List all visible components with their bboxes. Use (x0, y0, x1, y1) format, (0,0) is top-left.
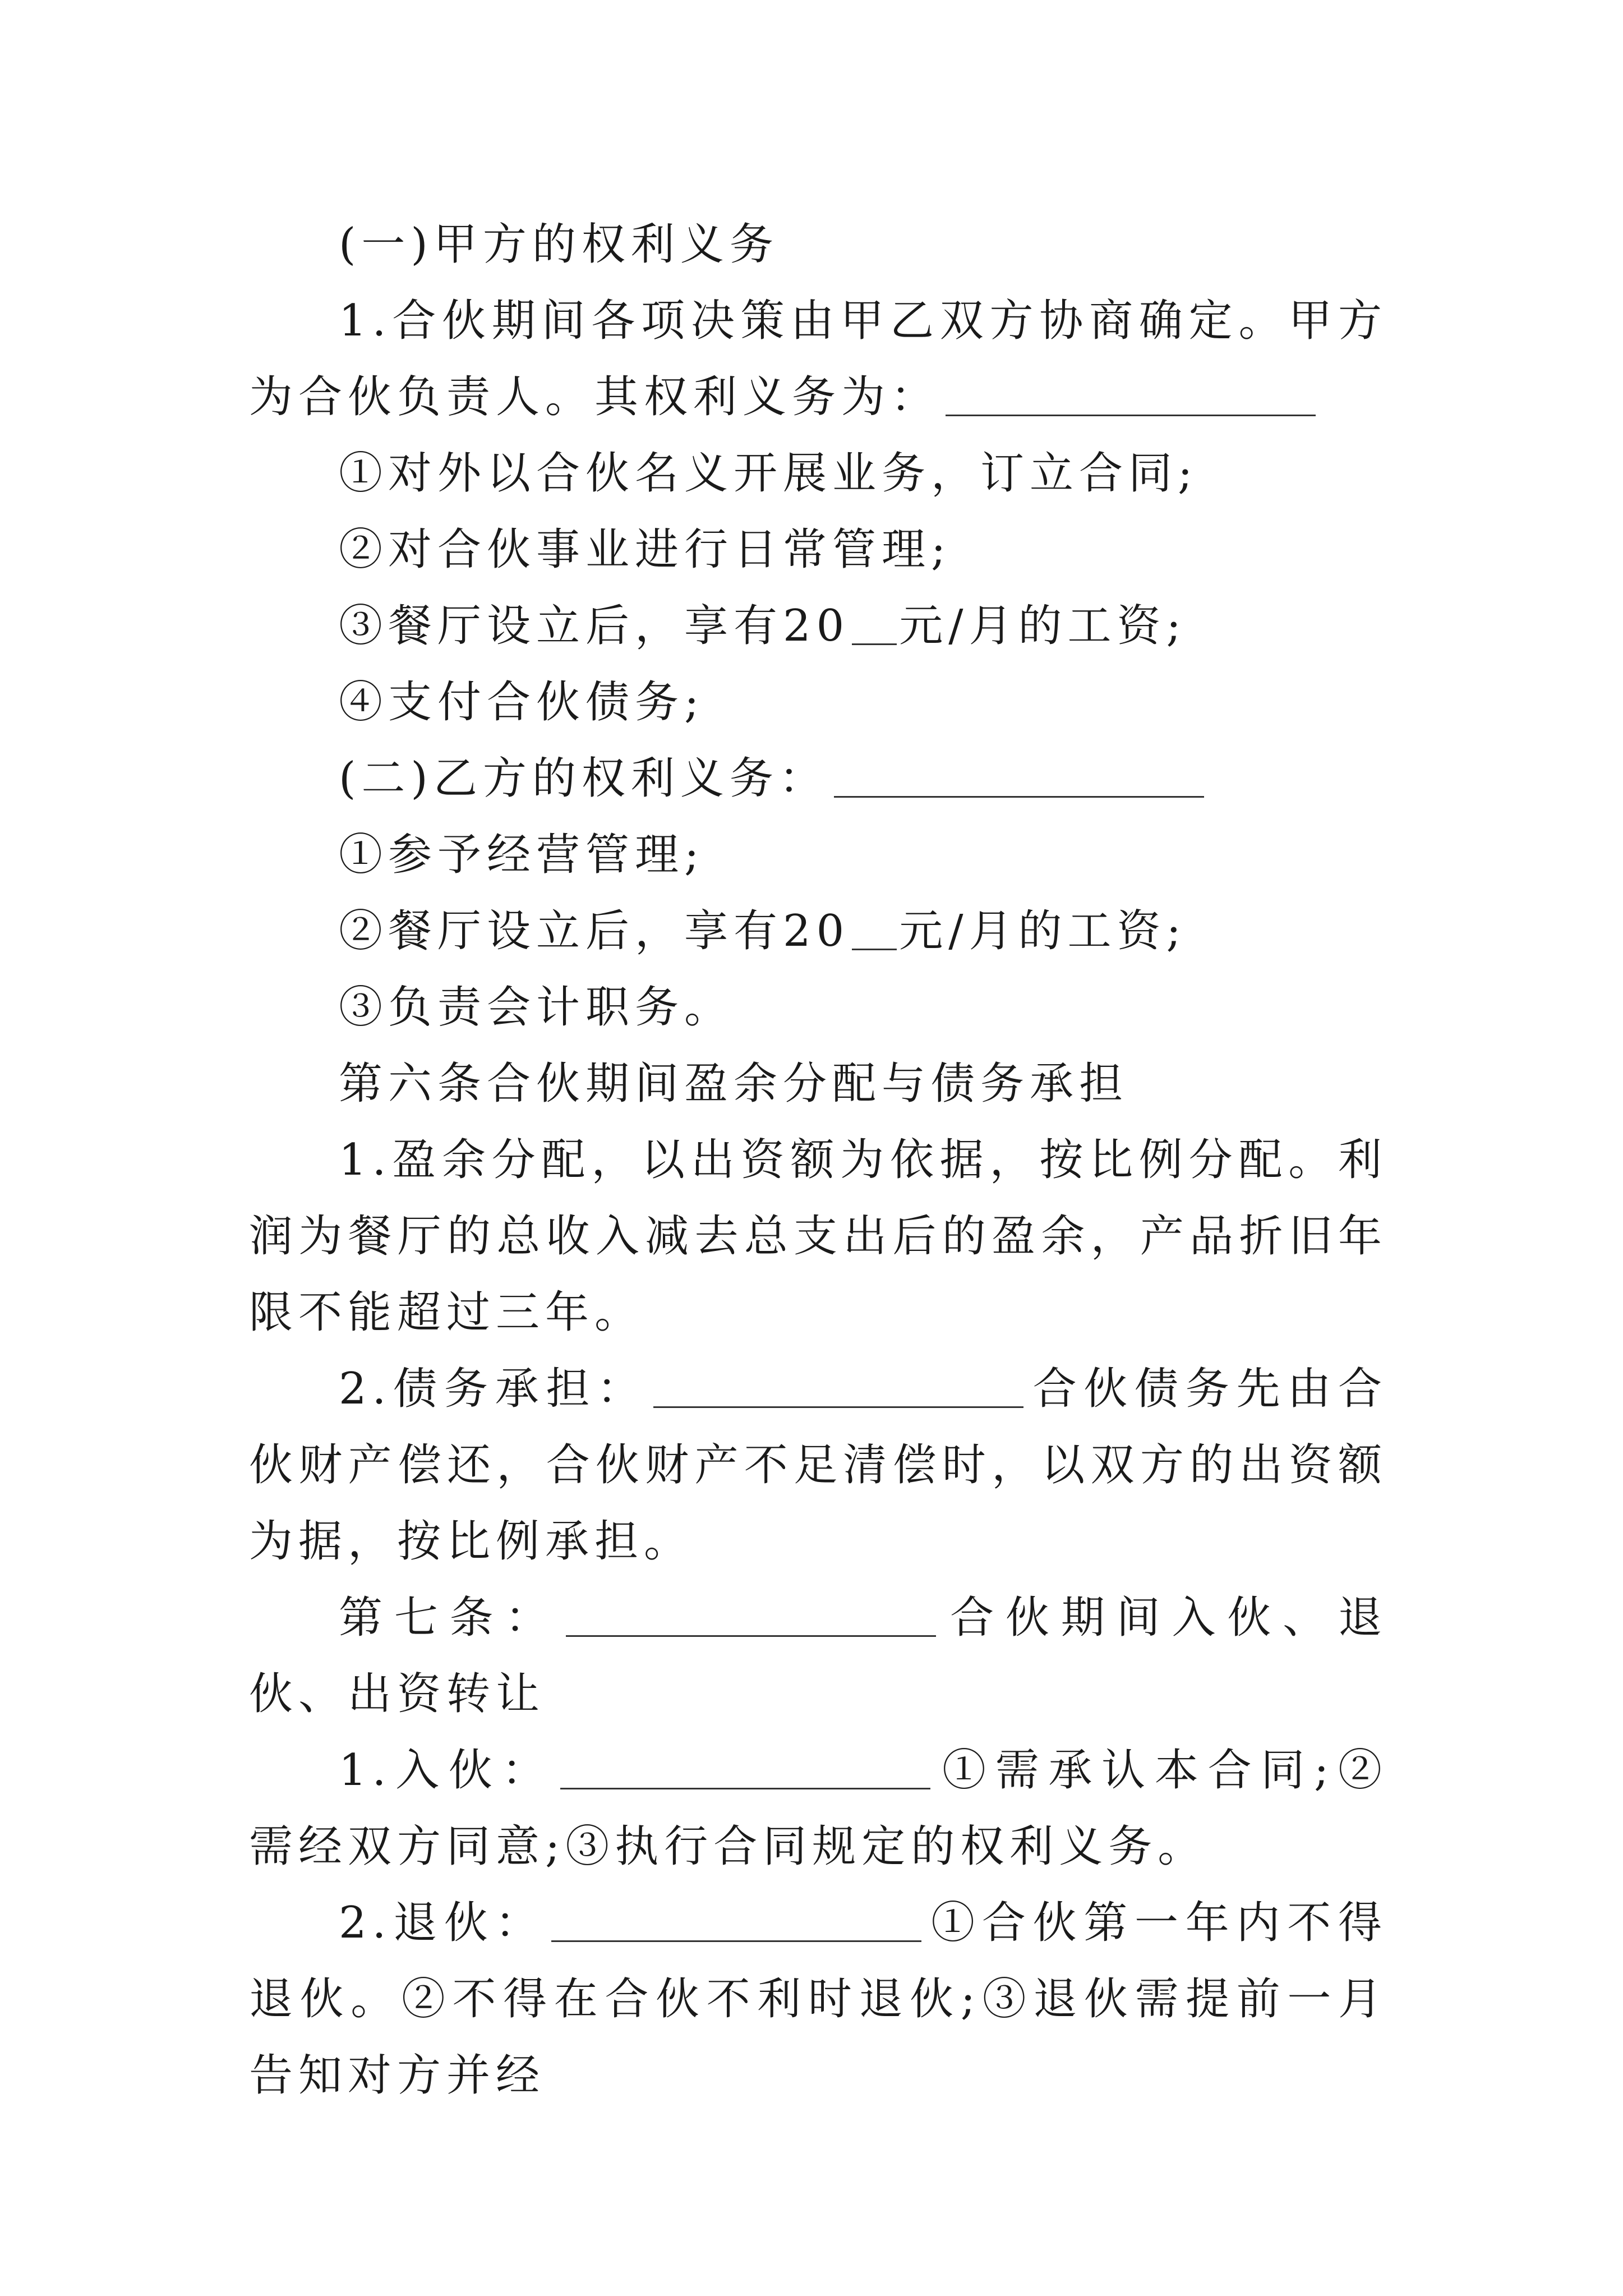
text-line: 2.退伙： (339, 1898, 546, 1948)
list-item (249, 817, 1387, 893)
paragraph-joining (249, 1732, 1387, 1885)
text-line: 1.入伙： (339, 1745, 555, 1796)
text-line: 元/月的工资; (899, 601, 1187, 651)
fill-in-blank (566, 1596, 936, 1637)
text-line: (一)甲方的权利义务 (339, 219, 779, 270)
text-line: ③餐厅设立后，享有20 (339, 601, 850, 651)
fill-in-blank (852, 909, 897, 950)
text-line: ④支付合伙债务; (339, 677, 705, 728)
text-line: ①需承认本合同;②需经双方同意;③执行合同规定的权利义务。 (249, 1745, 1387, 1872)
text-line: (二)乙方的权利义务： (339, 753, 828, 804)
list-item (249, 893, 1387, 969)
fill-in-blank (653, 1367, 1023, 1408)
text-line: 第七条： (339, 1593, 561, 1643)
text-line: ③负责会计职务。 (339, 982, 734, 1033)
paragraph-withdrawal (249, 1885, 1387, 2114)
text-line: 合伙期间入伙、退伙、出资转让 (249, 1593, 1387, 1719)
fill-in-blank (551, 1901, 921, 1942)
list-item (249, 588, 1387, 664)
text-line: 元/月的工资; (899, 906, 1187, 956)
article-heading-6 (249, 1046, 1387, 1122)
text-line: 合伙债务先由合伙财产偿还，合伙财产不足清偿时，以双方的出资额为据，按比例承担。 (249, 1364, 1387, 1567)
fill-in-blank (560, 1749, 930, 1789)
section-heading-party-b (249, 740, 1387, 817)
text-line: ①参予经营管理; (339, 830, 705, 880)
list-item (249, 664, 1387, 740)
list-item (249, 512, 1387, 588)
list-item (249, 969, 1387, 1046)
text-line: ①对外以合伙名义开展业务，订立合同; (339, 448, 1198, 499)
fill-in-blank (946, 375, 1316, 416)
text-line: 第六条合伙期间盈余分配与债务承担 (339, 1059, 1129, 1109)
section-heading-party-a (249, 206, 1387, 283)
text-line: ②餐厅设立后，享有20 (339, 906, 850, 956)
fill-in-blank (834, 757, 1204, 798)
fill-in-blank (852, 604, 897, 645)
article-heading-7 (249, 1580, 1387, 1732)
text-line: 2.债务承担： (339, 1364, 648, 1414)
list-item (249, 435, 1387, 512)
paragraph-decision-making (249, 283, 1387, 435)
document-body (249, 206, 1387, 2114)
paragraph-profit-distribution (249, 1122, 1387, 1351)
text-line: 1.合伙期间各项决策由甲乙双方协商确定。甲方为合伙负责人。其权利义务为： (249, 296, 1387, 422)
paragraph-debt-liability (249, 1351, 1387, 1580)
text-line: ②对合伙事业进行日常管理; (339, 524, 952, 575)
text-line: ①合伙第一年内不得退伙。②不得在合伙不利时退伙;③退伙需提前一月告知对方并经 (249, 1898, 1387, 2101)
text-line: 1.盈余分配，以出资额为依据，按比例分配。利润为餐厅的总收入减去总支出后的盈余，产品折旧年限不能超过三年。 (249, 1135, 1387, 1338)
